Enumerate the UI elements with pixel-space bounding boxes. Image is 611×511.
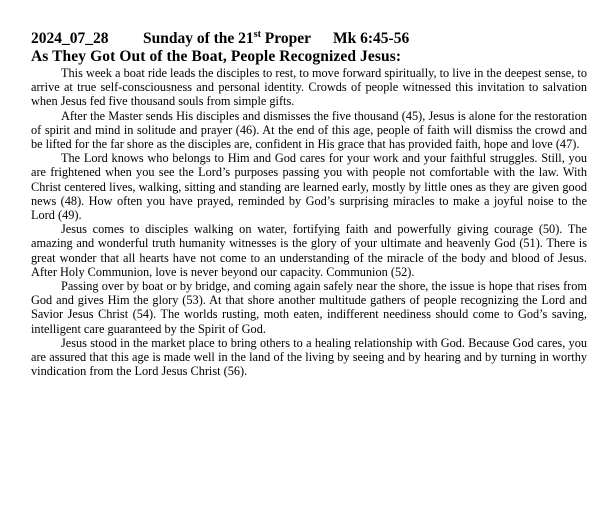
paragraph: Jesus comes to disciples walking on water, fortifying faith and powerfully giving courage (50). The amazing and wonderful truth humanity witnesses is the glory of your ultimate and heavenly God (51). There is great wonder that all hearts have not come to an understanding of the miracle of the body and blood of Jesus. After Holy Communion, love is never beyond our capacity. Communion (52). <box>31 222 587 279</box>
day-prefix: Sunday of the 21 <box>143 30 254 47</box>
document-title: As They Got Out of the Boat, People Recognized Jesus: <box>31 48 402 65</box>
paragraph: Jesus stood in the market place to bring others to a healing relationship with God. Because God cares, you are assured that this age is made well in the land of the living by seeing and by hearing and by turning in worthy vindication from the Lord Jesus Christ (56). <box>31 335 587 379</box>
day-ordinal-suffix: st <box>253 28 261 40</box>
day-suffix: Proper <box>260 30 311 47</box>
paragraph: After the Master sends His disciples and dismisses the five thousand (45), Jesus is alone for the restoration of spirit and mind in solitude and prayer (46). At the end of this age, people of faith will dismiss the crowd and be lifted for the far shore as the disciples are, confident in His grace that has provided faith, hope and love (47). <box>31 108 587 152</box>
header-line <box>31 30 587 48</box>
scripture-reference: Mk 6:45-56 <box>333 30 410 47</box>
paragraph: The Lord knows who belongs to Him and God cares for your work and your faithful struggles. Still, you are frightened when you see the Lord’s purposes passing you with people not comfortable with the law. With Christ centered lives, walking, sitting and standing are learned early, mostly by little ones as they are given good news (48). How often you have prayed, reminded by God’s surprising miracles to make a joyful noise to the Lord (49). <box>31 151 587 223</box>
document <box>31 30 587 378</box>
paragraph: This week a boat ride leads the disciples to rest, to move forward spiritually, to live in the deepest sense, to arrive at true self-consciousness and personal identity. Crowds of people witnessed this invitation to salvation when Jesus fed five thousand souls from simple gifts. <box>31 66 587 109</box>
paragraph: Passing over by boat or by bridge, and coming again safely near the shore, the issue is hope that rises from God and gives Him the glory (53). At that shore another multitude gathers of people recognizing the Lord and Savior Jesus Christ (54). The worlds rusting, moth eaten, indifferent neediness should come to God’s saving, intelligent care guaranteed by the Spirit of God. <box>31 279 587 336</box>
liturgical-day <box>143 30 333 48</box>
body-text <box>31 66 587 378</box>
date: 2024_07_28 <box>31 30 109 47</box>
